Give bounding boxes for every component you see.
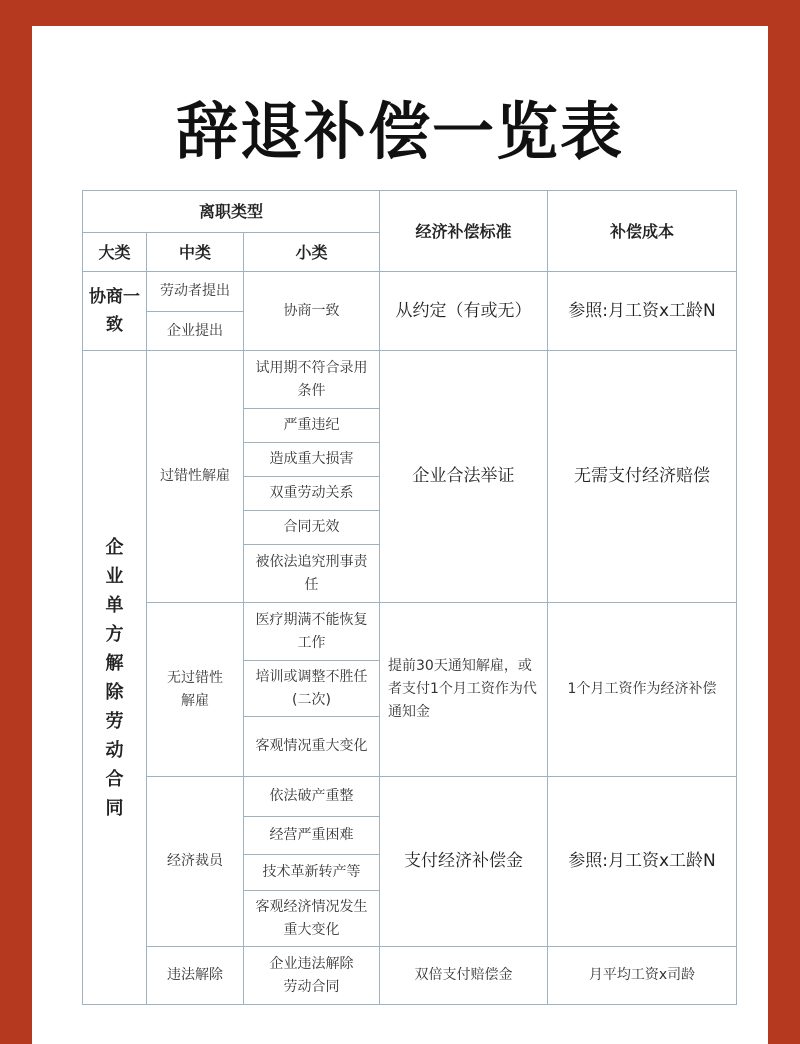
header-leave-type: 离职类型 — [83, 191, 380, 233]
page-title: 辞退补偿一览表 — [175, 95, 624, 168]
middle-cell: 经济裁员 — [147, 777, 244, 947]
minor-cell: 培训或调整不胜任(二次) — [244, 661, 380, 717]
middle-cell: 过错性解雇 — [147, 351, 244, 603]
header-middle: 中类 — [147, 233, 244, 272]
middle-cell: 违法解除 — [147, 947, 244, 1005]
minor-cell: 造成重大损害 — [244, 443, 380, 477]
table-row — [83, 777, 737, 817]
header-standard: 经济补偿标准 — [380, 191, 548, 272]
minor-cell: 协商一致 — [244, 272, 380, 351]
minor-cell: 企业违法解除劳动合同 — [244, 947, 380, 1005]
header-major: 大类 — [83, 233, 147, 272]
table-row — [83, 947, 737, 1005]
minor-cell: 合同无效 — [244, 511, 380, 545]
table-row — [83, 272, 737, 312]
middle-cell: 劳动者提出 — [147, 272, 244, 312]
cost-cell: 无需支付经济赔偿 — [548, 351, 737, 603]
minor-cell: 医疗期满不能恢复工作 — [244, 603, 380, 661]
cost-cell: 参照:月工资x工龄N — [548, 272, 737, 351]
standard-cell: 提前30天通知解雇，或者支付1个月工资作为代通知金 — [380, 603, 548, 777]
table-row — [83, 351, 737, 409]
minor-cell: 经营严重困难 — [244, 817, 380, 855]
standard-cell: 支付经济补偿金 — [380, 777, 548, 947]
minor-cell: 客观情况重大变化 — [244, 717, 380, 777]
category-negotiated: 协商一致 — [83, 272, 147, 351]
cost-cell: 1个月工资作为经济补偿 — [548, 603, 737, 777]
cost-cell: 参照:月工资x工龄N — [548, 777, 737, 947]
minor-cell: 试用期不符合录用条件 — [244, 351, 380, 409]
category-unilateral: 企业单方解除劳动合同 — [83, 351, 147, 1005]
header-cost: 补偿成本 — [548, 191, 737, 272]
middle-cell: 无过错性解雇 — [147, 603, 244, 777]
middle-cell: 企业提出 — [147, 312, 244, 351]
minor-cell: 双重劳动关系 — [244, 477, 380, 511]
minor-cell: 依法破产重整 — [244, 777, 380, 817]
minor-cell: 严重违纪 — [244, 409, 380, 443]
table-row — [83, 603, 737, 661]
minor-cell: 客观经济情况发生重大变化 — [244, 891, 380, 947]
cost-cell: 月平均工资x司龄 — [548, 947, 737, 1005]
standard-cell: 企业合法举证 — [380, 351, 548, 603]
minor-cell: 被依法追究刑事责任 — [244, 545, 380, 603]
standard-cell: 从约定（有或无） — [380, 272, 548, 351]
compensation-table — [82, 190, 737, 1005]
minor-cell: 技术革新转产等 — [244, 855, 380, 891]
standard-cell: 双倍支付赔偿金 — [380, 947, 548, 1005]
header-row — [83, 191, 737, 233]
header-minor: 小类 — [244, 233, 380, 272]
document-sheet — [32, 26, 768, 1044]
